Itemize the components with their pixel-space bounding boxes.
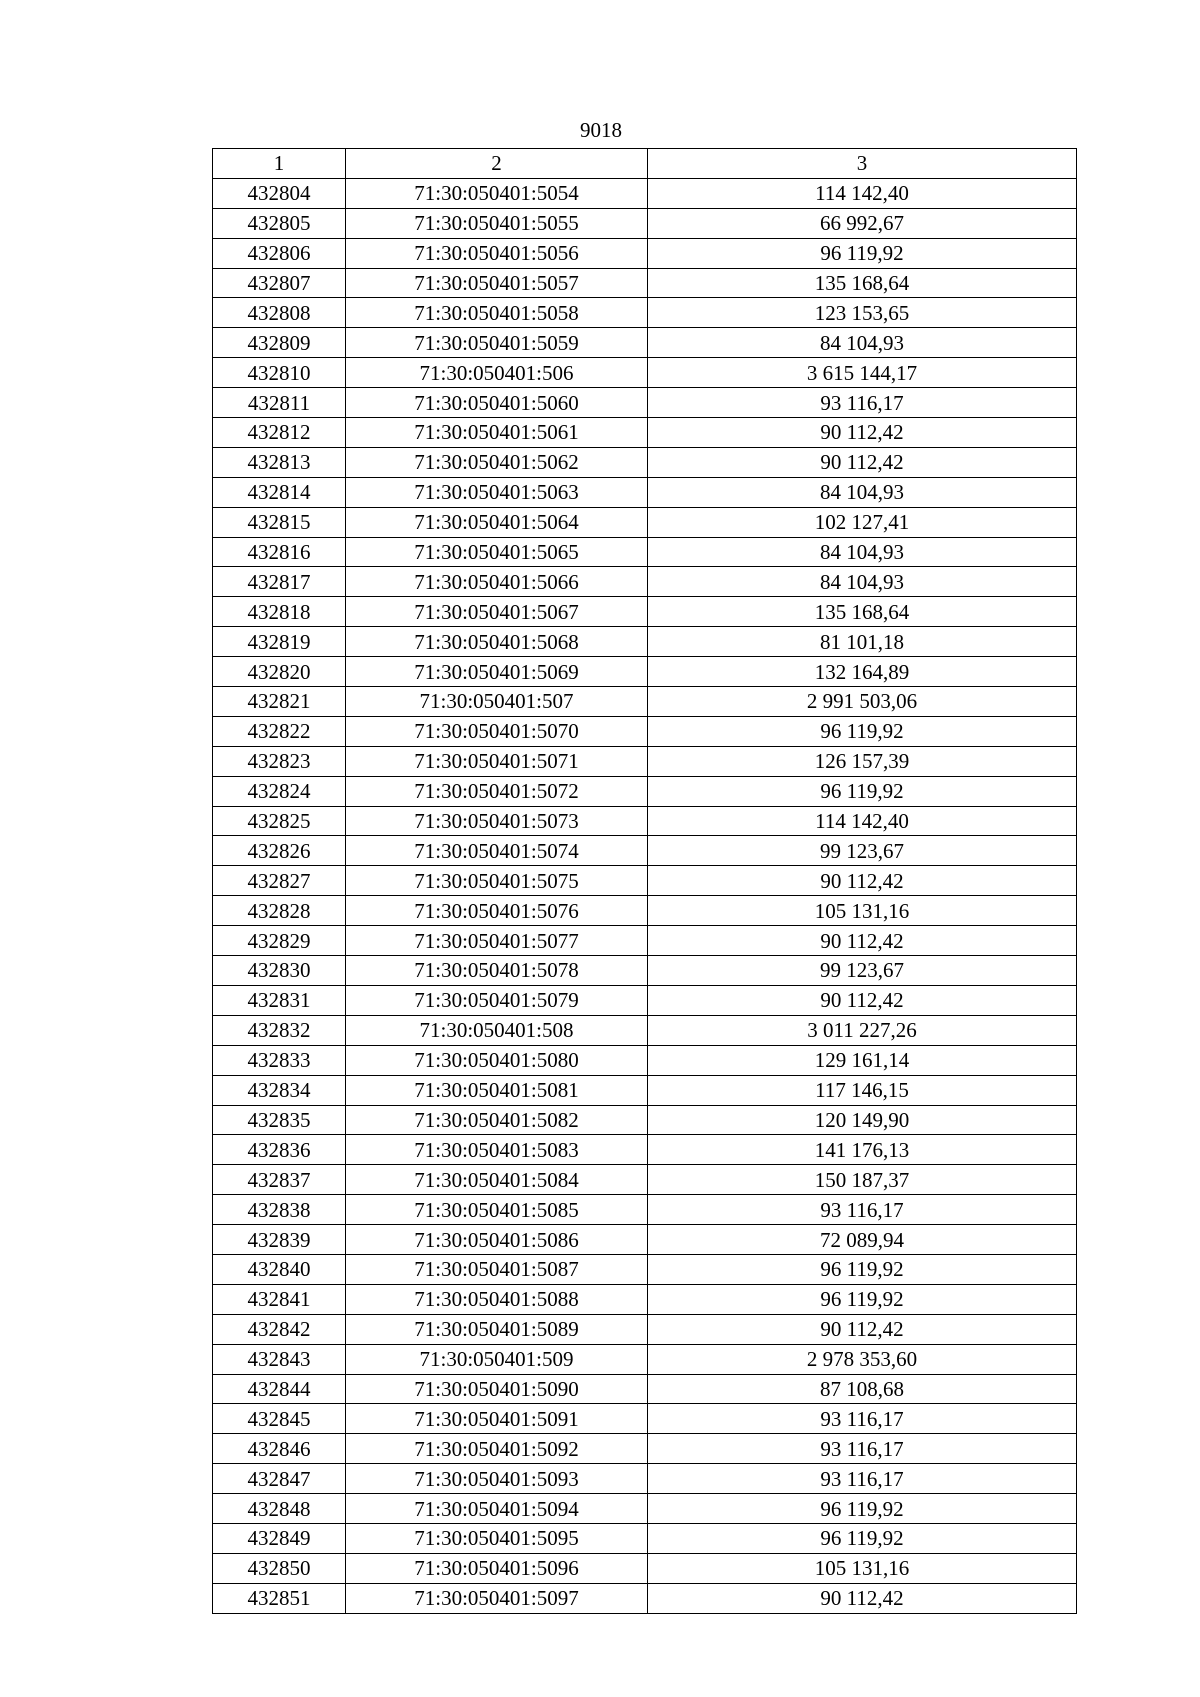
- value-cell: 132 164,89: [648, 657, 1077, 687]
- row-number-cell: 432804: [213, 178, 346, 208]
- cadastral-number-cell: 71:30:050401:5089: [346, 1314, 648, 1344]
- cadastral-number-cell: 71:30:050401:5069: [346, 657, 648, 687]
- cadastral-number-cell: 71:30:050401:5075: [346, 866, 648, 896]
- row-number-cell: 432817: [213, 567, 346, 597]
- cadastral-number-cell: 71:30:050401:5097: [346, 1583, 648, 1613]
- row-number-cell: 432823: [213, 746, 346, 776]
- value-cell: 90 112,42: [648, 1314, 1077, 1344]
- cadastral-number-cell: 71:30:050401:506: [346, 358, 648, 388]
- table-row: [213, 1105, 1077, 1135]
- value-cell: 135 168,64: [648, 597, 1077, 627]
- table-row: [213, 1404, 1077, 1434]
- cadastral-number-cell: 71:30:050401:5065: [346, 537, 648, 567]
- cadastral-number-cell: 71:30:050401:5055: [346, 208, 648, 238]
- table-row: [213, 716, 1077, 746]
- cadastral-number-cell: 71:30:050401:5090: [346, 1374, 648, 1404]
- value-cell: 90 112,42: [648, 418, 1077, 448]
- table-row: [213, 298, 1077, 328]
- cadastral-number-cell: 71:30:050401:5082: [346, 1105, 648, 1135]
- cadastral-number-cell: 71:30:050401:5074: [346, 836, 648, 866]
- row-number-cell: 432810: [213, 358, 346, 388]
- value-cell: 93 116,17: [648, 1404, 1077, 1434]
- table-row: [213, 418, 1077, 448]
- table-row: [213, 1344, 1077, 1374]
- table-row: [213, 208, 1077, 238]
- cadastral-number-cell: 71:30:050401:508: [346, 1015, 648, 1045]
- table-row: [213, 836, 1077, 866]
- table-row: [213, 985, 1077, 1015]
- column-header-1: 1: [213, 149, 346, 179]
- row-number-cell: 432811: [213, 388, 346, 418]
- table-row: [213, 1254, 1077, 1284]
- page-number: 9018: [580, 118, 622, 142]
- data-table: [212, 148, 1077, 1614]
- value-cell: 96 119,92: [648, 238, 1077, 268]
- cadastral-number-cell: 71:30:050401:5076: [346, 896, 648, 926]
- row-number-cell: 432815: [213, 507, 346, 537]
- row-number-cell: 432830: [213, 956, 346, 986]
- cadastral-number-cell: 71:30:050401:5058: [346, 298, 648, 328]
- table-row: [213, 1494, 1077, 1524]
- table-row: [213, 687, 1077, 717]
- row-number-cell: 432848: [213, 1494, 346, 1524]
- cadastral-number-cell: 71:30:050401:5057: [346, 268, 648, 298]
- table-header-row: [213, 149, 1077, 179]
- row-number-cell: 432812: [213, 418, 346, 448]
- row-number-cell: 432822: [213, 716, 346, 746]
- table-row: [213, 477, 1077, 507]
- table-row: [213, 1075, 1077, 1105]
- cadastral-number-cell: 71:30:050401:5083: [346, 1135, 648, 1165]
- table-row: [213, 537, 1077, 567]
- value-cell: 84 104,93: [648, 567, 1077, 597]
- value-cell: 105 131,16: [648, 1553, 1077, 1583]
- value-cell: 93 116,17: [648, 1464, 1077, 1494]
- table-row: [213, 358, 1077, 388]
- value-cell: 117 146,15: [648, 1075, 1077, 1105]
- row-number-cell: 432828: [213, 896, 346, 926]
- cadastral-number-cell: 71:30:050401:509: [346, 1344, 648, 1374]
- row-number-cell: 432808: [213, 298, 346, 328]
- table-row: [213, 1374, 1077, 1404]
- value-cell: 141 176,13: [648, 1135, 1077, 1165]
- table-row: [213, 268, 1077, 298]
- table-row: [213, 1015, 1077, 1045]
- table-row: [213, 1284, 1077, 1314]
- row-number-cell: 432842: [213, 1314, 346, 1344]
- value-cell: 105 131,16: [648, 896, 1077, 926]
- value-cell: 120 149,90: [648, 1105, 1077, 1135]
- value-cell: 72 089,94: [648, 1225, 1077, 1255]
- value-cell: 114 142,40: [648, 178, 1077, 208]
- value-cell: 150 187,37: [648, 1165, 1077, 1195]
- value-cell: 129 161,14: [648, 1045, 1077, 1075]
- value-cell: 84 104,93: [648, 328, 1077, 358]
- cadastral-number-cell: 71:30:050401:5087: [346, 1254, 648, 1284]
- row-number-cell: 432813: [213, 447, 346, 477]
- row-number-cell: 432849: [213, 1523, 346, 1553]
- value-cell: 99 123,67: [648, 956, 1077, 986]
- table-row: [213, 328, 1077, 358]
- table-row: [213, 1583, 1077, 1613]
- row-number-cell: 432831: [213, 985, 346, 1015]
- cadastral-number-cell: 71:30:050401:5066: [346, 567, 648, 597]
- value-cell: 87 108,68: [648, 1374, 1077, 1404]
- cadastral-number-cell: 71:30:050401:5054: [346, 178, 648, 208]
- row-number-cell: 432840: [213, 1254, 346, 1284]
- table-row: [213, 746, 1077, 776]
- value-cell: 96 119,92: [648, 1494, 1077, 1524]
- table-row: [213, 238, 1077, 268]
- value-cell: 90 112,42: [648, 447, 1077, 477]
- row-number-cell: 432836: [213, 1135, 346, 1165]
- value-cell: 96 119,92: [648, 776, 1077, 806]
- table-row: [213, 507, 1077, 537]
- value-cell: 96 119,92: [648, 1523, 1077, 1553]
- value-cell: 66 992,67: [648, 208, 1077, 238]
- value-cell: 135 168,64: [648, 268, 1077, 298]
- row-number-cell: 432824: [213, 776, 346, 806]
- row-number-cell: 432844: [213, 1374, 346, 1404]
- column-header-3: 3: [648, 149, 1077, 179]
- row-number-cell: 432838: [213, 1195, 346, 1225]
- cadastral-number-cell: 71:30:050401:5080: [346, 1045, 648, 1075]
- value-cell: 2 991 503,06: [648, 687, 1077, 717]
- cadastral-number-cell: 71:30:050401:5084: [346, 1165, 648, 1195]
- cadastral-number-cell: 71:30:050401:5070: [346, 716, 648, 746]
- cadastral-number-cell: 71:30:050401:5064: [346, 507, 648, 537]
- table-row: [213, 776, 1077, 806]
- row-number-cell: 432837: [213, 1165, 346, 1195]
- cadastral-number-cell: 71:30:050401:5092: [346, 1434, 648, 1464]
- row-number-cell: 432846: [213, 1434, 346, 1464]
- row-number-cell: 432839: [213, 1225, 346, 1255]
- value-cell: 90 112,42: [648, 985, 1077, 1015]
- value-cell: 81 101,18: [648, 627, 1077, 657]
- value-cell: 114 142,40: [648, 806, 1077, 836]
- table-row: [213, 388, 1077, 418]
- row-number-cell: 432832: [213, 1015, 346, 1045]
- row-number-cell: 432805: [213, 208, 346, 238]
- cadastral-number-cell: 71:30:050401:5085: [346, 1195, 648, 1225]
- row-number-cell: 432816: [213, 537, 346, 567]
- table-row: [213, 1195, 1077, 1225]
- cadastral-number-cell: 71:30:050401:5091: [346, 1404, 648, 1434]
- row-number-cell: 432807: [213, 268, 346, 298]
- row-number-cell: 432845: [213, 1404, 346, 1434]
- cadastral-number-cell: 71:30:050401:5079: [346, 985, 648, 1015]
- row-number-cell: 432818: [213, 597, 346, 627]
- row-number-cell: 432843: [213, 1344, 346, 1374]
- table-row: [213, 1135, 1077, 1165]
- table-row: [213, 866, 1077, 896]
- cadastral-number-cell: 71:30:050401:5067: [346, 597, 648, 627]
- row-number-cell: 432829: [213, 926, 346, 956]
- value-cell: 93 116,17: [648, 1195, 1077, 1225]
- table-row: [213, 1225, 1077, 1255]
- row-number-cell: 432820: [213, 657, 346, 687]
- value-cell: 2 978 353,60: [648, 1344, 1077, 1374]
- table-row: [213, 447, 1077, 477]
- cadastral-number-cell: 71:30:050401:5056: [346, 238, 648, 268]
- table-row: [213, 1045, 1077, 1075]
- table-row: [213, 956, 1077, 986]
- cadastral-number-cell: 71:30:050401:5059: [346, 328, 648, 358]
- row-number-cell: 432814: [213, 477, 346, 507]
- value-cell: 93 116,17: [648, 388, 1077, 418]
- cadastral-number-cell: 71:30:050401:5088: [346, 1284, 648, 1314]
- row-number-cell: 432841: [213, 1284, 346, 1314]
- value-cell: 3 615 144,17: [648, 358, 1077, 388]
- table-row: [213, 1523, 1077, 1553]
- row-number-cell: 432847: [213, 1464, 346, 1494]
- value-cell: 84 104,93: [648, 537, 1077, 567]
- cadastral-number-cell: 71:30:050401:5068: [346, 627, 648, 657]
- value-cell: 3 011 227,26: [648, 1015, 1077, 1045]
- table-body: [213, 178, 1077, 1613]
- table-row: [213, 926, 1077, 956]
- row-number-cell: 432834: [213, 1075, 346, 1105]
- table-row: [213, 627, 1077, 657]
- value-cell: 96 119,92: [648, 1284, 1077, 1314]
- cadastral-number-cell: 71:30:050401:5062: [346, 447, 648, 477]
- cadastral-number-cell: 71:30:050401:5095: [346, 1523, 648, 1553]
- column-header-2: 2: [346, 149, 648, 179]
- table-row: [213, 1314, 1077, 1344]
- value-cell: 96 119,92: [648, 716, 1077, 746]
- value-cell: 126 157,39: [648, 746, 1077, 776]
- row-number-cell: 432851: [213, 1583, 346, 1613]
- row-number-cell: 432806: [213, 238, 346, 268]
- table-row: [213, 1434, 1077, 1464]
- cadastral-number-cell: 71:30:050401:5071: [346, 746, 648, 776]
- table-row: [213, 178, 1077, 208]
- cadastral-number-cell: 71:30:050401:5094: [346, 1494, 648, 1524]
- cadastral-number-cell: 71:30:050401:5060: [346, 388, 648, 418]
- value-cell: 123 153,65: [648, 298, 1077, 328]
- row-number-cell: 432809: [213, 328, 346, 358]
- cadastral-number-cell: 71:30:050401:5086: [346, 1225, 648, 1255]
- row-number-cell: 432850: [213, 1553, 346, 1583]
- cadastral-number-cell: 71:30:050401:5081: [346, 1075, 648, 1105]
- row-number-cell: 432826: [213, 836, 346, 866]
- cadastral-number-cell: 71:30:050401:5072: [346, 776, 648, 806]
- value-cell: 84 104,93: [648, 477, 1077, 507]
- table-row: [213, 896, 1077, 926]
- value-cell: 90 112,42: [648, 866, 1077, 896]
- row-number-cell: 432835: [213, 1105, 346, 1135]
- row-number-cell: 432833: [213, 1045, 346, 1075]
- value-cell: 96 119,92: [648, 1254, 1077, 1284]
- cadastral-number-cell: 71:30:050401:5073: [346, 806, 648, 836]
- cadastral-number-cell: 71:30:050401:5093: [346, 1464, 648, 1494]
- row-number-cell: 432821: [213, 687, 346, 717]
- table-row: [213, 806, 1077, 836]
- value-cell: 99 123,67: [648, 836, 1077, 866]
- cadastral-number-cell: 71:30:050401:5096: [346, 1553, 648, 1583]
- row-number-cell: 432819: [213, 627, 346, 657]
- cadastral-number-cell: 71:30:050401:507: [346, 687, 648, 717]
- value-cell: 102 127,41: [648, 507, 1077, 537]
- cadastral-number-cell: 71:30:050401:5061: [346, 418, 648, 448]
- cadastral-number-cell: 71:30:050401:5077: [346, 926, 648, 956]
- row-number-cell: 432825: [213, 806, 346, 836]
- table-row: [213, 657, 1077, 687]
- cadastral-number-cell: 71:30:050401:5078: [346, 956, 648, 986]
- table-row: [213, 1165, 1077, 1195]
- value-cell: 90 112,42: [648, 1583, 1077, 1613]
- row-number-cell: 432827: [213, 866, 346, 896]
- table-row: [213, 597, 1077, 627]
- table-row: [213, 567, 1077, 597]
- table-row: [213, 1464, 1077, 1494]
- cadastral-number-cell: 71:30:050401:5063: [346, 477, 648, 507]
- value-cell: 90 112,42: [648, 926, 1077, 956]
- table-row: [213, 1553, 1077, 1583]
- value-cell: 93 116,17: [648, 1434, 1077, 1464]
